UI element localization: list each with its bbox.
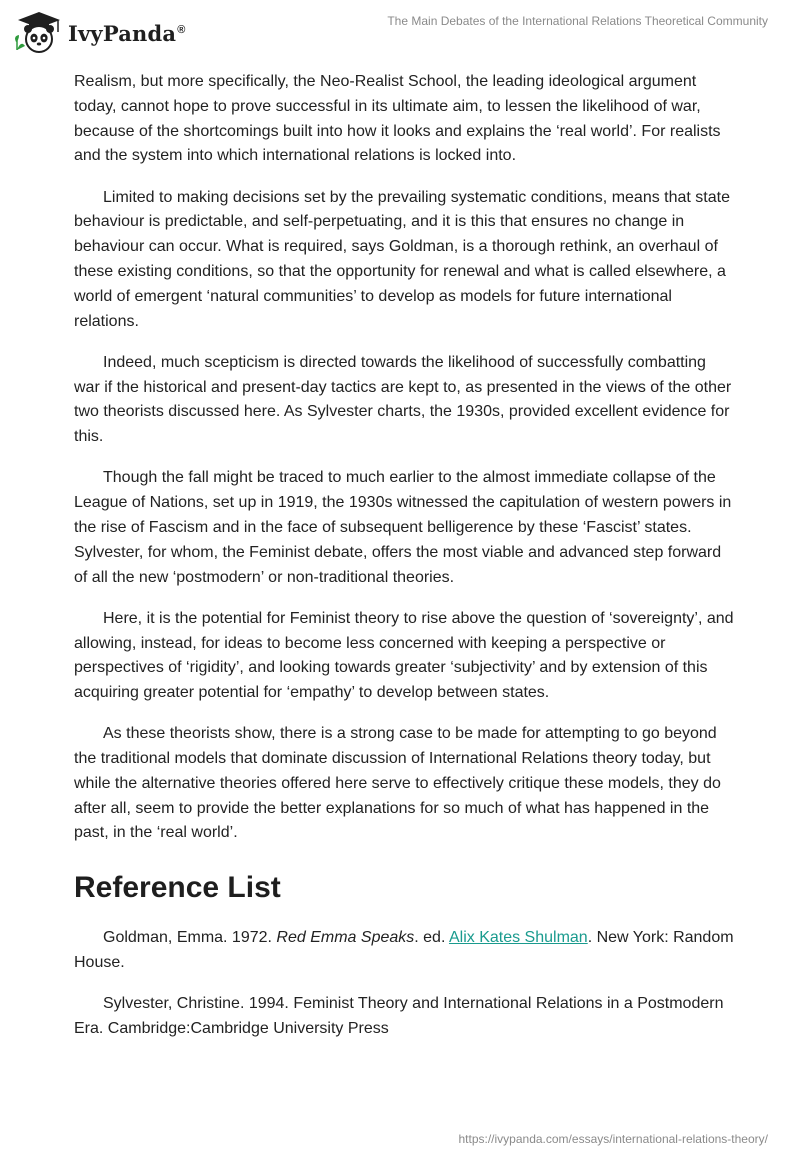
- reference-editor-prefix: . ed.: [414, 929, 449, 947]
- page-header: [0, 0, 800, 60]
- document-title: The Main Debates of the International Relations Theoretical Community: [387, 14, 768, 28]
- paragraph: As these theorists show, there is a strong case to be made for attempting to go beyond the traditional models that dominate discussion of International Relations theory today, but while the alternative theories offered here serve to effectively critique these models, they do after all, seem to provide the better explanations for so much of what has happened in the past, in the ‘real world’.: [74, 725, 721, 842]
- source-url: https://ivypanda.com/essays/international-relations-theory/: [458, 1132, 768, 1146]
- paragraph: Here, it is the potential for Feminist theory to rise above the question of ‘sovereignty’, and allowing, instead, for ideas to become less concerned with keeping a perspective or perspectives of ‘rigidity’, and looking towards greater ‘subjectivity’ and by extension of this acquiring greater potential for ‘empathy’ to develop between states.: [74, 609, 734, 702]
- brand-name: [68, 21, 186, 46]
- paragraph: Though the fall might be traced to much earlier to the almost immediate collapse of the League of Nations, set up in 1919, the 1930s witnessed the capitulation of western powers in the rise of Fascism and in the face of subsequent belligerence by these ‘Fascist’ states. Sylvester, for whom, the Feminist debate, offers the most viable and advanced step forward of all the new ‘postmodern’ or non-traditional theories.: [74, 469, 732, 586]
- paragraph: Limited to making decisions set by the prevailing systematic conditions, means that state behaviour is predictable, and self-perpetuating, and it is this that ensures no change in behaviour can occur. What is required, says Goldman, is a thorough rethink, an overhaul of these existing conditions, so that the opportunity for renewal and what is called elsewhere, a world of emergent ‘natural communities’ to develop as models for future international relations.: [74, 188, 730, 330]
- reference-author-year: Goldman, Emma. 1972.: [103, 929, 277, 947]
- reference-title: Red Emma Speaks: [276, 929, 415, 947]
- reference-item: Sylvester, Christine. 1994. Feminist Theory and International Relations in a Postmodern Era. Cambridge:Cambridge University Press: [74, 995, 724, 1038]
- essay-body: [74, 70, 734, 1058]
- registered-mark: ®: [177, 23, 186, 36]
- paragraph: Realism, but more specifically, the Neo-Realist School, the leading ideological argument today, cannot hope to prove successful in its ultimate aim, to lessen the likelihood of war, because of the shortcomings built into how it looks and explains the ‘real world’. For realists and the system into which international relations is locked into.: [74, 73, 721, 165]
- paragraph: Indeed, much scepticism is directed towards the likelihood of successfully combatting war if the historical and present-day tactics are kept to, as presented in the views of the other two theorists discussed here. As Sylvester charts, the 1930s, provided excellent evidence for this.: [74, 353, 732, 446]
- reference-publisher: . New York: Random House.: [74, 929, 734, 972]
- panda-graduate-icon: [14, 10, 64, 54]
- brand-label: IvyPanda: [68, 20, 177, 46]
- reference-item: [74, 926, 734, 976]
- reference-list-heading: Reference List: [74, 871, 281, 905]
- ivypanda-logo[interactable]: [14, 10, 186, 54]
- editor-link[interactable]: Alix Kates Shulman: [448, 929, 588, 947]
